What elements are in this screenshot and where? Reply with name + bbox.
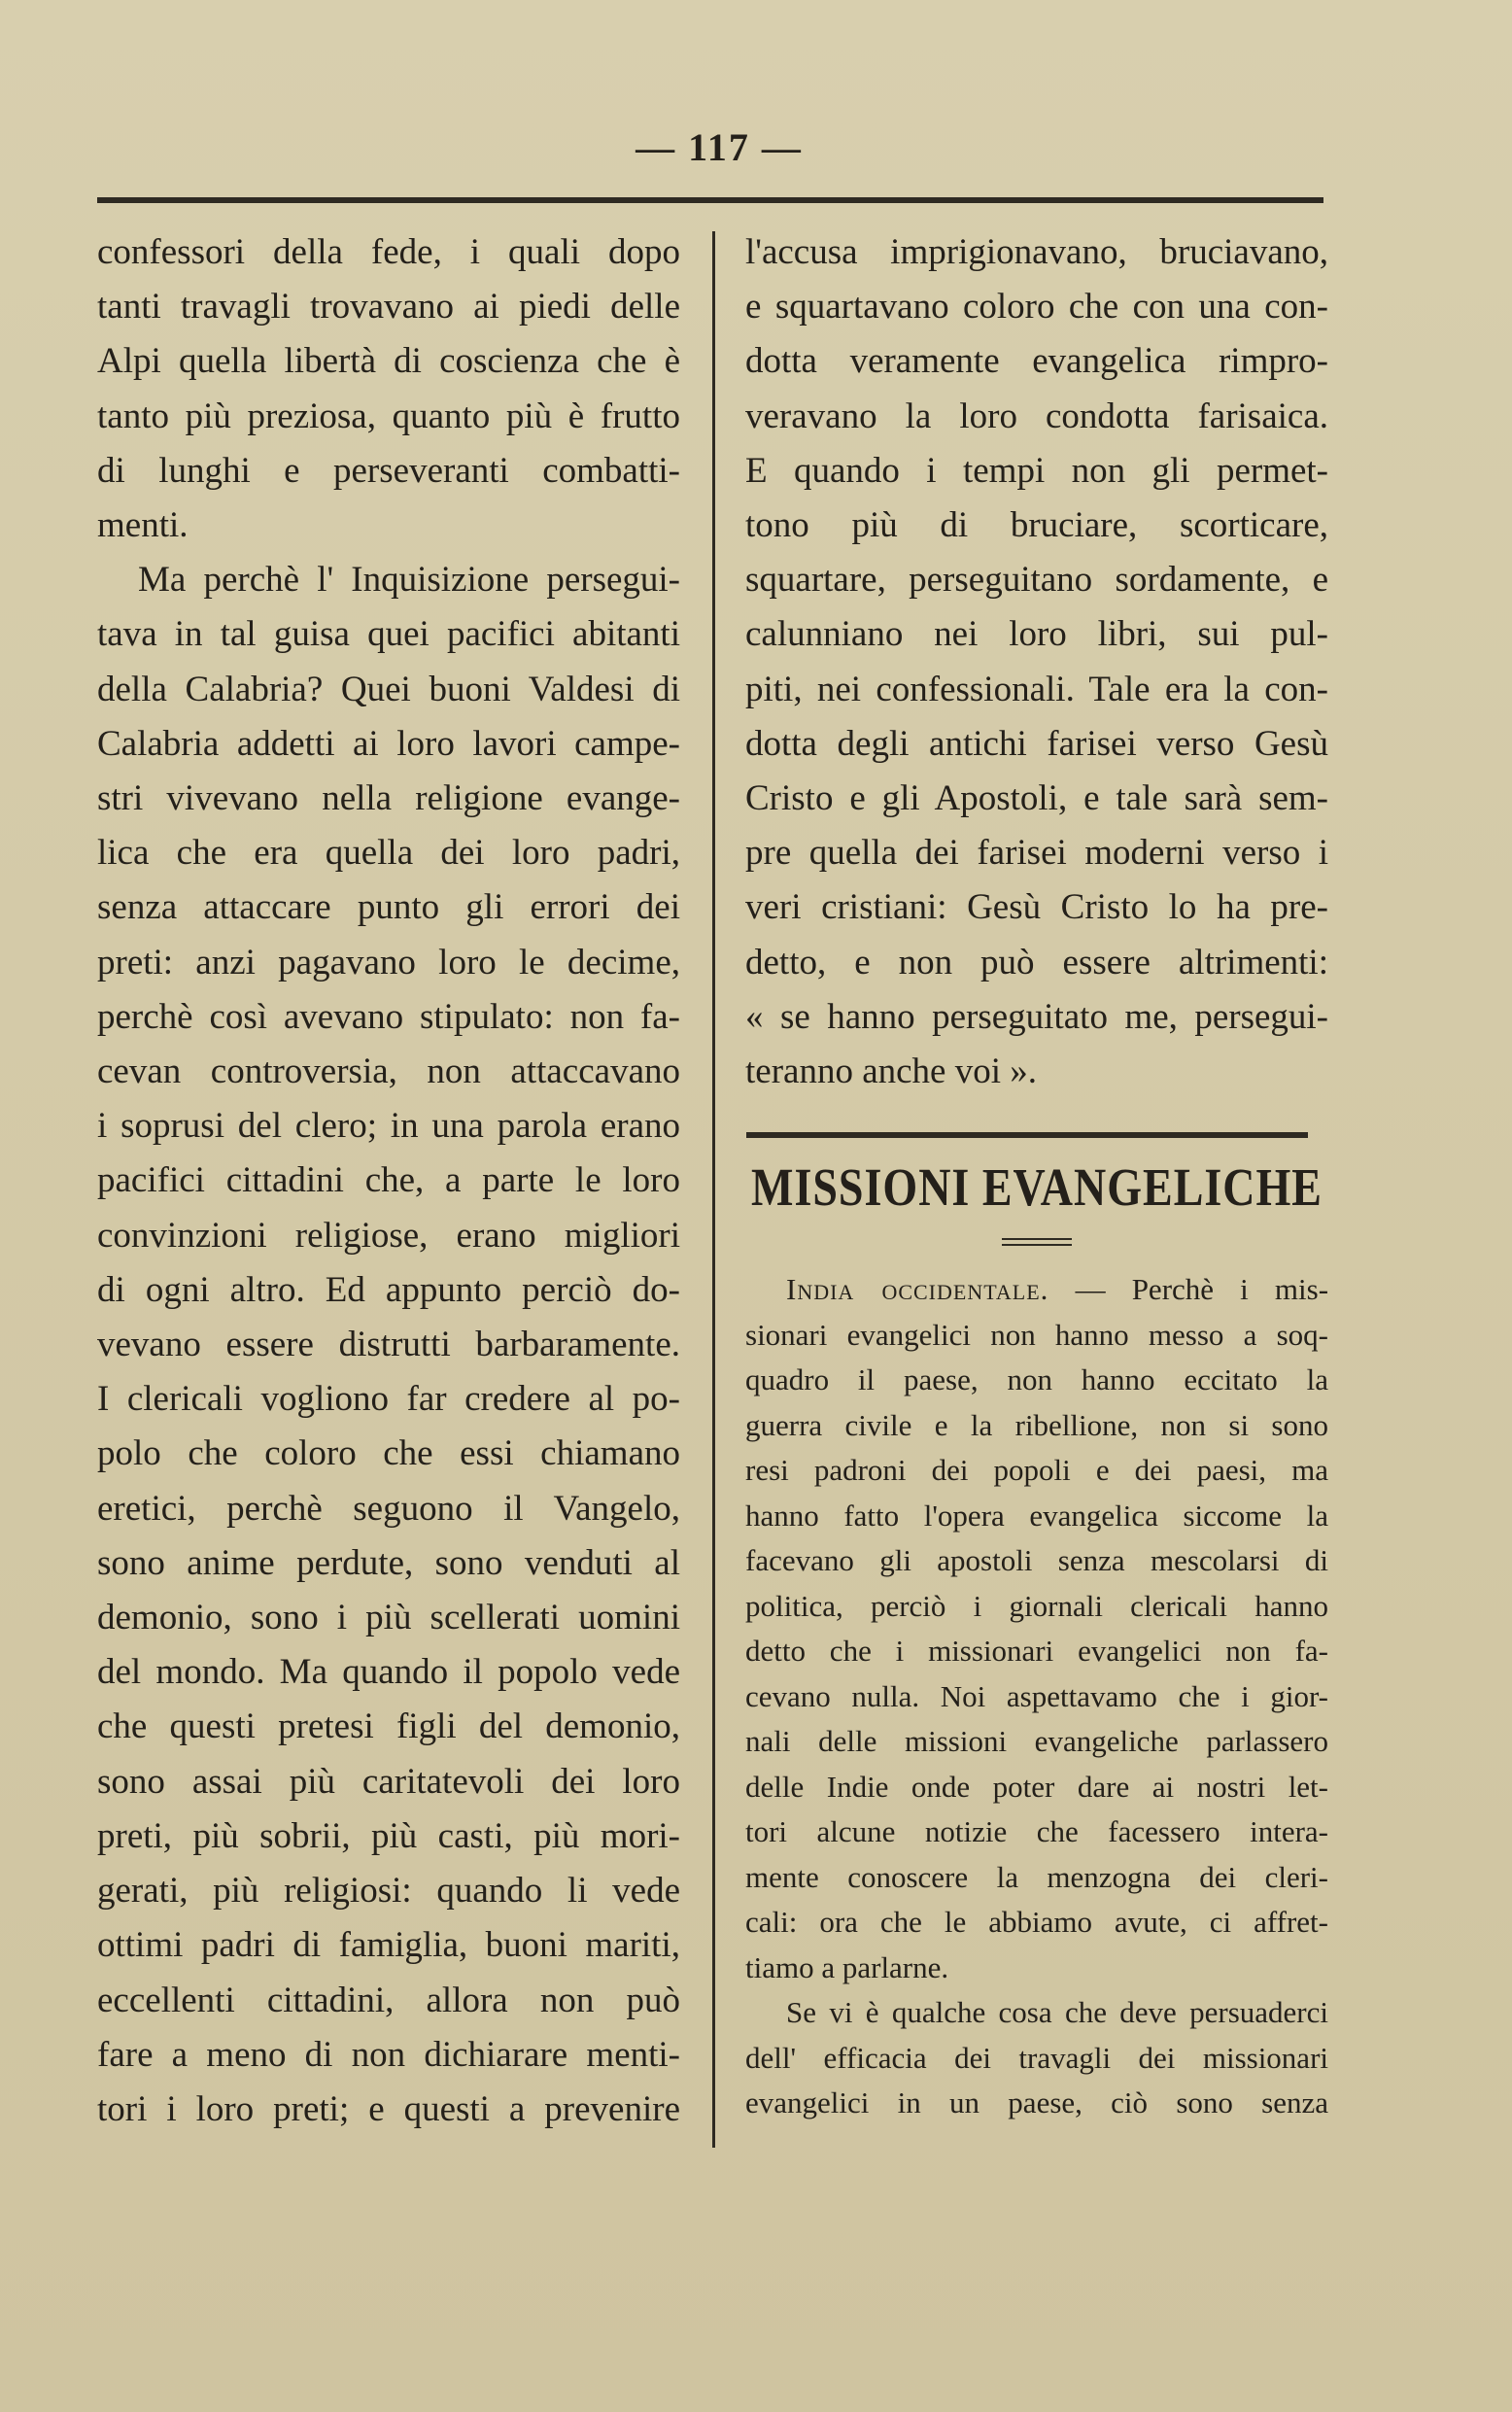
- text-line: dotta degli antichi farisei verso Gesù: [745, 723, 1328, 764]
- header-rule: [97, 197, 1323, 203]
- text-fragment: — Perchè i mis-: [1075, 1272, 1328, 1306]
- text-line: vevano essere distrutti barbaramente.: [97, 1325, 680, 1365]
- text-line: detto, e non può essere altrimenti:: [745, 942, 1328, 982]
- text-line: i soprusi del clero; in una parola erano: [97, 1106, 680, 1147]
- text-line: Ma perchè l' Inquisizione persegui-: [138, 560, 680, 601]
- text-line: menti.: [97, 505, 189, 546]
- text-line: pacifici cittadini che, a parte le loro: [97, 1160, 680, 1201]
- section-rule: [746, 1132, 1308, 1138]
- text-line: che questi pretesi figli del demonio,: [97, 1706, 680, 1747]
- text-line: Alpi quella libertà di coscienza che è: [97, 341, 680, 382]
- text-line: mente conoscere la menzogna dei cleri-: [745, 1859, 1328, 1894]
- text-line: guerra civile e la ribellione, non si sono: [745, 1407, 1328, 1442]
- text-line: demonio, sono i più scellerati uomini: [97, 1598, 680, 1638]
- text-line: preti: anzi pagavano loro le decime,: [97, 942, 680, 982]
- text-line: evangelici in un paese, ciò sono senza: [745, 2085, 1328, 2119]
- text-line: veravano la loro condotta farisaica.: [745, 396, 1328, 436]
- text-line: l'accusa imprigionavano, bruciavano,: [745, 232, 1328, 272]
- text-line: tava in tal guisa quei pacifici abitanti: [97, 614, 680, 655]
- text-line: convinzioni religiose, erano migliori: [97, 1215, 680, 1256]
- section-title: MISSIONI EVANGELICHE: [751, 1156, 1323, 1218]
- text-line: sono assai più caritatevoli dei loro: [97, 1761, 680, 1802]
- text-line: fare a meno di non dichiarare menti-: [97, 2034, 680, 2075]
- page-number: — 117 —: [636, 125, 803, 169]
- text-line: dotta veramente evangelica rimpro-: [745, 341, 1328, 382]
- text-line: di lunghi e perseveranti combatti-: [97, 450, 680, 491]
- text-line: cali: ora che le abbiamo avute, ci affret-: [745, 1905, 1328, 1939]
- text-line: cevan controversia, non attaccavano: [97, 1051, 680, 1092]
- text-line: sono anime perdute, sono venduti al: [97, 1542, 680, 1583]
- text-line: [745, 1267, 1328, 1313]
- text-line: facevano gli apostoli senza mescolarsi di: [745, 1543, 1328, 1577]
- text-line: politica, perciò i giornali clericali hanno: [745, 1588, 1328, 1623]
- text-line: delle Indie onde poter dare ai nostri let-: [745, 1769, 1328, 1804]
- text-line: e squartavano coloro che con una con-: [745, 287, 1328, 327]
- text-line: eretici, perchè seguono il Vangelo,: [97, 1488, 680, 1529]
- text-line: tori alcune notizie che facessero intera-: [745, 1814, 1328, 1848]
- text-line: I clericali vogliono far credere al po-: [97, 1379, 680, 1420]
- text-line: senza attaccare punto gli errori dei: [97, 887, 680, 928]
- text-line: ottimi padri di famiglia, buoni mariti,: [97, 1925, 680, 1966]
- text-line: cevano nulla. Noi aspettavamo che i gior-: [745, 1678, 1328, 1713]
- text-line: quadro il paese, non hanno eccitato la: [745, 1362, 1328, 1396]
- text-line: eccellenti cittadini, allora non può: [97, 1980, 680, 2020]
- text-line: stri vivevano nella religione evange-: [97, 778, 680, 819]
- text-line: teranno anche voi ».: [745, 1051, 1037, 1092]
- column-divider: [712, 231, 715, 2148]
- text-line: perchè così avevano stipulato: non fa-: [97, 996, 680, 1037]
- text-line: tono più di bruciare, scorticare,: [745, 505, 1328, 546]
- text-line: polo che coloro che essi chiamano: [97, 1433, 680, 1474]
- text-line: pre quella dei farisei moderni verso i: [745, 833, 1328, 874]
- title-ornament: [1002, 1238, 1072, 1246]
- text-line: calunniano nei loro libri, sui pul-: [745, 614, 1328, 655]
- text-line: Se vi è qualche cosa che deve persuaderci: [786, 1995, 1328, 2029]
- text-line: hanno fatto l'opera evangelica siccome la: [745, 1498, 1328, 1533]
- text-line: piti, nei confessionali. Tale era la con-: [745, 669, 1328, 709]
- text-line: della Calabria? Quei buoni Valdesi di: [97, 669, 680, 709]
- text-line: tanti travagli trovavano ai piedi delle: [97, 287, 680, 327]
- text-line: lica che era quella dei loro padri,: [97, 833, 680, 874]
- text-line: squartare, perseguitano sordamente, e: [745, 560, 1328, 601]
- text-line: detto che i missionari evangelici non fa-: [745, 1634, 1328, 1668]
- right-column: [745, 225, 1328, 1099]
- text-line: « se hanno perseguitato me, persegui-: [745, 996, 1328, 1037]
- section-heading: India occidentale.: [786, 1272, 1049, 1306]
- text-line: del mondo. Ma quando il popolo vede: [97, 1652, 680, 1693]
- text-line: tori i loro preti; e questi a prevenire: [97, 2088, 680, 2129]
- text-line: resi padroni dei popoli e dei paesi, ma: [745, 1453, 1328, 1487]
- text-line: di ogni altro. Ed appunto perciò do-: [97, 1269, 680, 1310]
- text-line: dell' efficacia dei travagli dei missionari: [745, 2040, 1328, 2075]
- text-line: veri cristiani: Gesù Cristo lo ha pre-: [745, 887, 1328, 928]
- text-line: tiamo a parlarne.: [745, 1949, 949, 1984]
- text-line: nali delle missioni evangeliche parlassero: [745, 1724, 1328, 1758]
- text-line: Calabria addetti ai loro lavori campe-: [97, 723, 680, 764]
- text-line: Cristo e gli Apostoli, e tale sarà sem-: [745, 778, 1328, 819]
- text-line: tanto più preziosa, quanto più è frutto: [97, 396, 680, 436]
- left-column: [97, 225, 680, 2137]
- text-line: sionari evangelici non hanno messo a soq-: [745, 1317, 1328, 1352]
- text-line: gerati, più religiosi: quando li vede: [97, 1871, 680, 1912]
- section-body: [745, 1267, 1328, 2126]
- text-line: confessori della fede, i quali dopo: [97, 232, 680, 272]
- text-line: preti, più sobrii, più casti, più mori-: [97, 1815, 680, 1856]
- text-line: E quando i tempi non gli permet-: [745, 450, 1328, 491]
